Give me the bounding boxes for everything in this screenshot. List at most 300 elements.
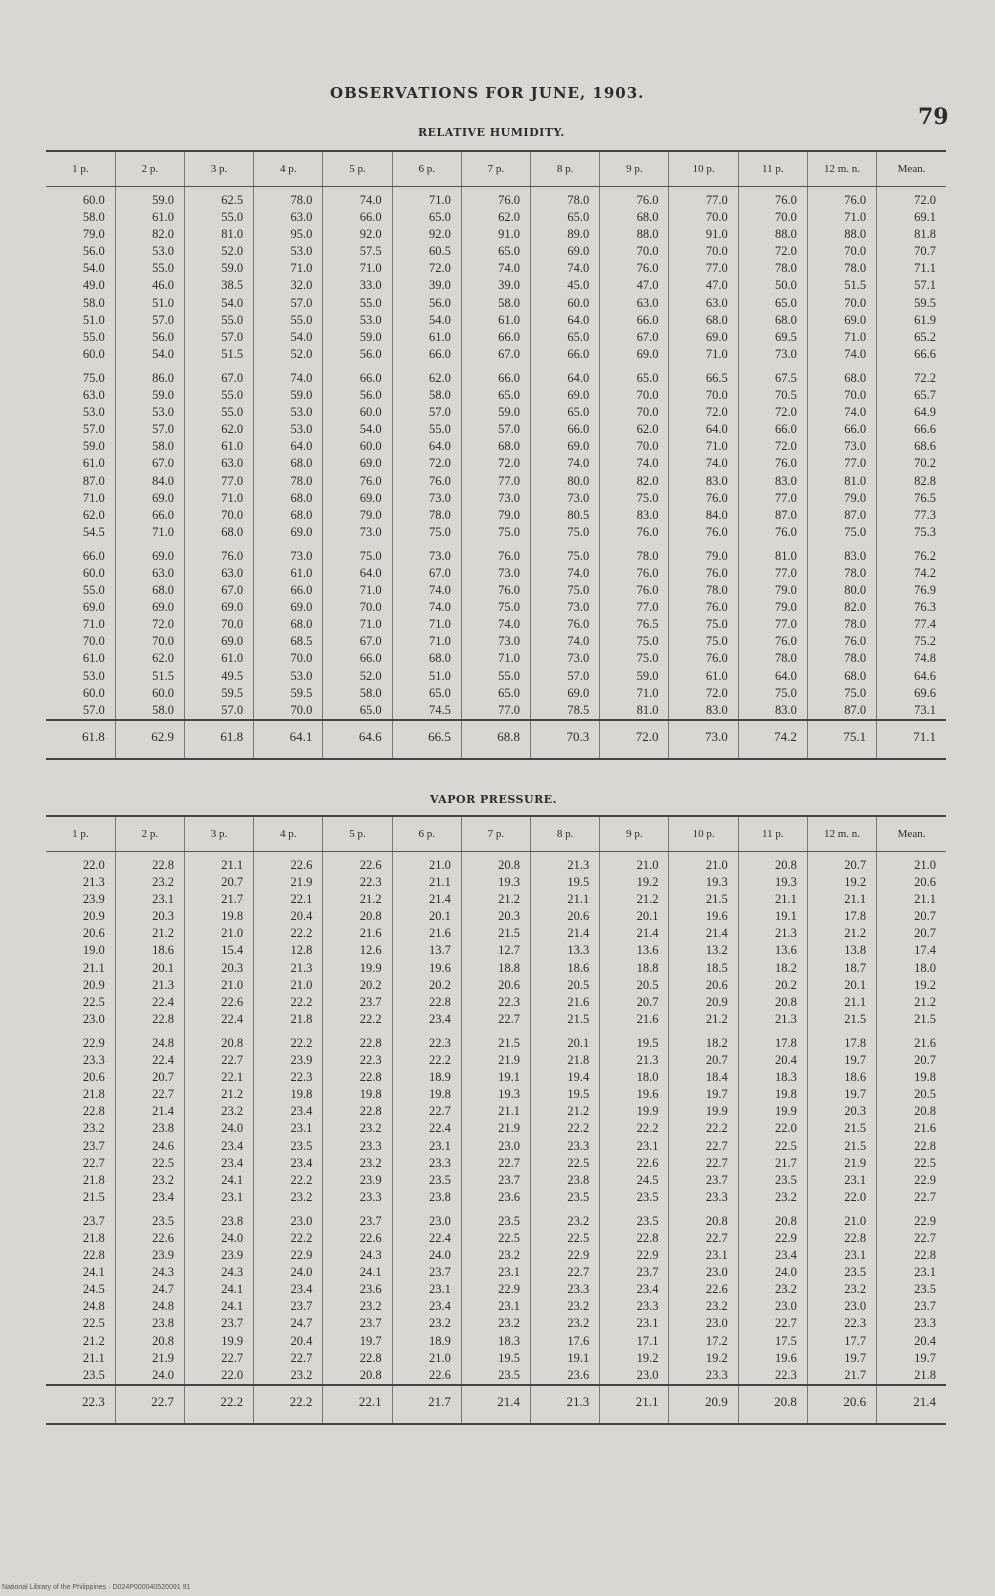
daily-value: 24.3 bbox=[221, 1265, 244, 1280]
daily-value: 69.0 bbox=[221, 600, 244, 615]
daily-value: 75.0 bbox=[498, 524, 521, 539]
group-separator bbox=[323, 1028, 381, 1035]
daily-value: 23.3 bbox=[567, 1282, 590, 1297]
mean-value: 22.3 bbox=[46, 1385, 115, 1424]
daily-value: 71.0 bbox=[498, 651, 521, 666]
daily-value: 68.0 bbox=[290, 490, 313, 505]
daily-value: 20.2 bbox=[359, 977, 382, 992]
daily-value: 23.1 bbox=[498, 1299, 521, 1314]
daily-value: 24.5 bbox=[82, 1282, 105, 1297]
daily-value: 23.7 bbox=[290, 1299, 313, 1314]
daily-value: 65.0 bbox=[498, 244, 521, 259]
daily-value: 69.0 bbox=[359, 490, 382, 505]
daily-value: 22.5 bbox=[567, 1155, 590, 1170]
daily-value: 69.1 bbox=[914, 210, 936, 225]
daily-value: 21.1 bbox=[221, 858, 244, 872]
daily-value: 22.0 bbox=[82, 858, 105, 872]
daily-value: 67.0 bbox=[359, 634, 382, 649]
daily-value: 55.0 bbox=[359, 295, 382, 310]
daily-value: 23.2 bbox=[705, 1299, 728, 1314]
daily-value: 71.0 bbox=[82, 617, 105, 632]
daily-value: 75.0 bbox=[498, 600, 521, 615]
mean-value: 22.1 bbox=[323, 1385, 392, 1424]
daily-value: 20.7 bbox=[844, 858, 867, 872]
daily-value: 23.7 bbox=[428, 1265, 451, 1280]
daily-value: 22.4 bbox=[428, 1230, 451, 1245]
daily-value: 24.8 bbox=[152, 1035, 174, 1050]
daily-value: 22.7 bbox=[221, 1350, 244, 1365]
daily-value: 19.8 bbox=[775, 1087, 797, 1102]
daily-value: 57.0 bbox=[221, 329, 244, 344]
daily-value: 20.3 bbox=[221, 960, 244, 975]
daily-value: 22.3 bbox=[844, 1316, 867, 1331]
group-separator bbox=[531, 363, 589, 370]
daily-value: 58.0 bbox=[428, 388, 451, 403]
daily-value: 73.1 bbox=[914, 702, 936, 717]
daily-value: 21.0 bbox=[844, 1213, 867, 1228]
daily-value: 18.9 bbox=[428, 1070, 451, 1085]
daily-value: 20.6 bbox=[705, 977, 728, 992]
daily-value: 23.5 bbox=[498, 1213, 521, 1228]
group-separator bbox=[669, 1028, 727, 1035]
daily-value: 22.1 bbox=[221, 1070, 244, 1085]
daily-value: 78.0 bbox=[775, 651, 797, 666]
daily-value: 64.0 bbox=[290, 439, 313, 454]
daily-value: 74.5 bbox=[428, 702, 451, 717]
daily-value: 91.0 bbox=[705, 227, 728, 242]
daily-value: 22.7 bbox=[775, 1316, 797, 1331]
daily-value: 78.0 bbox=[844, 565, 867, 580]
daily-value: 21.6 bbox=[428, 926, 451, 941]
data-column bbox=[600, 187, 669, 720]
daily-value: 66.0 bbox=[428, 346, 451, 361]
daily-value: 20.4 bbox=[290, 1333, 313, 1348]
page-title: OBSERVATIONS FOR JUNE, 1903. bbox=[330, 84, 645, 102]
daily-value: 20.4 bbox=[290, 909, 313, 924]
daily-value: 63.0 bbox=[221, 565, 244, 580]
daily-value: 17.4 bbox=[914, 943, 936, 958]
daily-value: 81.0 bbox=[221, 227, 244, 242]
daily-value: 21.4 bbox=[152, 1104, 174, 1119]
daily-value: 70.0 bbox=[152, 634, 174, 649]
daily-value: 20.8 bbox=[498, 858, 521, 872]
daily-value: 17.5 bbox=[775, 1333, 797, 1348]
daily-value: 21.5 bbox=[705, 892, 728, 907]
daily-value: 67.0 bbox=[498, 346, 521, 361]
daily-value: 49.5 bbox=[221, 668, 244, 683]
daily-value: 60.0 bbox=[359, 405, 382, 420]
daily-value: 70.0 bbox=[844, 295, 867, 310]
daily-value: 55.0 bbox=[290, 312, 313, 327]
group-separator bbox=[739, 541, 797, 548]
daily-value: 60.0 bbox=[82, 565, 105, 580]
daily-value: 89.0 bbox=[567, 227, 590, 242]
data-column bbox=[46, 852, 115, 1385]
daily-value: 19.2 bbox=[844, 875, 867, 890]
daily-value: 62.0 bbox=[152, 651, 174, 666]
page-number: 79 bbox=[918, 104, 949, 130]
daily-value: 23.2 bbox=[152, 875, 174, 890]
daily-value: 21.1 bbox=[775, 892, 797, 907]
daily-value: 23.5 bbox=[636, 1213, 659, 1228]
group-separator bbox=[808, 541, 866, 548]
footer-note: National Library of the Philippines · D024P000040520091 91 bbox=[2, 1584, 191, 1591]
daily-value: 23.5 bbox=[914, 1282, 936, 1297]
daily-value: 71.0 bbox=[705, 439, 728, 454]
daily-value: 60.0 bbox=[152, 685, 174, 700]
daily-value: 18.8 bbox=[636, 960, 659, 975]
daily-value: 22.2 bbox=[290, 994, 313, 1009]
daily-value: 55.0 bbox=[221, 388, 244, 403]
daily-value: 23.9 bbox=[290, 1053, 313, 1068]
daily-value: 19.9 bbox=[221, 1333, 244, 1348]
mean-value: 61.8 bbox=[46, 720, 115, 759]
group-separator bbox=[600, 541, 658, 548]
daily-value: 22.7 bbox=[428, 1104, 451, 1119]
daily-value: 76.0 bbox=[498, 583, 521, 598]
data-column bbox=[254, 187, 323, 720]
daily-value: 66.0 bbox=[567, 346, 590, 361]
daily-value: 68.0 bbox=[498, 439, 521, 454]
daily-value: 55.0 bbox=[221, 405, 244, 420]
daily-value: 19.1 bbox=[567, 1350, 590, 1365]
daily-value: 59.0 bbox=[359, 329, 382, 344]
daily-value: 75.0 bbox=[844, 685, 867, 700]
daily-value: 21.2 bbox=[82, 1333, 105, 1348]
daily-value: 23.3 bbox=[428, 1155, 451, 1170]
mean-value: 64.6 bbox=[323, 720, 392, 759]
daily-value: 24.7 bbox=[152, 1282, 174, 1297]
mean-value: 21.3 bbox=[531, 1385, 600, 1424]
daily-value: 74.0 bbox=[567, 456, 590, 471]
daily-value: 22.3 bbox=[359, 875, 382, 890]
daily-value: 84.0 bbox=[152, 473, 174, 488]
daily-value: 20.5 bbox=[567, 977, 590, 992]
daily-value: 18.6 bbox=[152, 943, 174, 958]
mean-value: 21.4 bbox=[461, 1385, 530, 1424]
daily-value: 80.5 bbox=[567, 507, 590, 522]
daily-value: 58.0 bbox=[82, 210, 105, 225]
daily-value: 69.0 bbox=[290, 600, 313, 615]
daily-value: 20.3 bbox=[498, 909, 521, 924]
daily-value: 22.3 bbox=[428, 1035, 451, 1050]
daily-value: 57.0 bbox=[290, 295, 313, 310]
daily-value: 58.0 bbox=[152, 439, 174, 454]
daily-value: 22.8 bbox=[359, 1035, 382, 1050]
daily-value: 83.0 bbox=[636, 507, 659, 522]
daily-value: 22.8 bbox=[428, 994, 451, 1009]
daily-value: 21.0 bbox=[428, 858, 451, 872]
daily-value: 21.8 bbox=[290, 1011, 313, 1026]
daily-value: 72.0 bbox=[428, 456, 451, 471]
daily-value: 84.0 bbox=[705, 507, 728, 522]
daily-value: 21.0 bbox=[428, 1350, 451, 1365]
daily-value: 73.0 bbox=[567, 490, 590, 505]
daily-value: 23.3 bbox=[359, 1138, 382, 1153]
daily-value: 22.2 bbox=[290, 1035, 313, 1050]
daily-value: 23.6 bbox=[359, 1282, 382, 1297]
daily-value: 22.8 bbox=[152, 1011, 174, 1026]
daily-value: 20.8 bbox=[359, 1367, 382, 1382]
daily-value: 22.7 bbox=[914, 1230, 936, 1245]
column-header: 11 p. bbox=[738, 816, 807, 852]
column-header: 5 p. bbox=[323, 816, 392, 852]
column-header: 6 p. bbox=[392, 151, 461, 187]
daily-value: 77.0 bbox=[498, 702, 521, 717]
daily-value: 69.0 bbox=[705, 329, 728, 344]
mean-value: 75.1 bbox=[807, 720, 876, 759]
daily-value: 22.2 bbox=[567, 1121, 590, 1136]
column-header: 2 p. bbox=[115, 816, 184, 852]
daily-value: 19.8 bbox=[359, 1087, 382, 1102]
daily-value: 65.0 bbox=[359, 702, 382, 717]
daily-value: 21.1 bbox=[82, 1350, 105, 1365]
daily-value: 88.0 bbox=[636, 227, 659, 242]
daily-value: 19.8 bbox=[428, 1087, 451, 1102]
daily-value: 20.6 bbox=[567, 909, 590, 924]
column-header: 4 p. bbox=[254, 816, 323, 852]
daily-value: 68.5 bbox=[290, 634, 313, 649]
daily-value: 23.7 bbox=[82, 1138, 105, 1153]
daily-value: 60.0 bbox=[82, 193, 105, 207]
daily-value: 71.0 bbox=[428, 634, 451, 649]
daily-value: 23.2 bbox=[498, 1248, 521, 1263]
daily-value: 23.6 bbox=[498, 1189, 521, 1204]
daily-value: 23.0 bbox=[290, 1213, 313, 1228]
daily-value: 18.7 bbox=[844, 960, 867, 975]
daily-value: 70.0 bbox=[636, 244, 659, 259]
daily-value: 81.0 bbox=[775, 548, 797, 563]
data-column bbox=[392, 187, 461, 720]
daily-value: 22.7 bbox=[152, 1087, 174, 1102]
daily-value: 73.0 bbox=[290, 548, 313, 563]
daily-value: 70.0 bbox=[636, 405, 659, 420]
daily-value: 23.2 bbox=[221, 1104, 244, 1119]
daily-value: 76.0 bbox=[775, 524, 797, 539]
daily-value: 60.5 bbox=[428, 244, 451, 259]
daily-value: 67.0 bbox=[221, 370, 244, 385]
daily-value: 19.2 bbox=[705, 1350, 728, 1365]
daily-value: 18.0 bbox=[636, 1070, 659, 1085]
daily-value: 21.9 bbox=[498, 1121, 521, 1136]
daily-value: 22.9 bbox=[82, 1035, 105, 1050]
daily-value: 51.5 bbox=[152, 668, 174, 683]
column-header: 1 p. bbox=[46, 151, 115, 187]
daily-value: 66.6 bbox=[914, 422, 936, 437]
daily-value: 22.9 bbox=[498, 1282, 521, 1297]
daily-value: 77.0 bbox=[775, 617, 797, 632]
data-row bbox=[46, 187, 946, 720]
daily-value: 78.0 bbox=[290, 193, 313, 207]
daily-value: 77.0 bbox=[705, 261, 728, 276]
daily-value: 55.0 bbox=[152, 261, 174, 276]
daily-value: 61.0 bbox=[152, 210, 174, 225]
daily-value: 23.2 bbox=[775, 1282, 797, 1297]
daily-value: 74.0 bbox=[844, 346, 867, 361]
header-row bbox=[46, 151, 946, 187]
daily-value: 23.2 bbox=[290, 1189, 313, 1204]
daily-value: 23.1 bbox=[152, 892, 174, 907]
daily-value: 17.7 bbox=[844, 1333, 867, 1348]
daily-value: 77.0 bbox=[498, 473, 521, 488]
daily-value: 19.3 bbox=[705, 875, 728, 890]
daily-value: 73.0 bbox=[775, 346, 797, 361]
daily-value: 87.0 bbox=[844, 507, 867, 522]
daily-value: 76.0 bbox=[636, 565, 659, 580]
daily-value: 68.0 bbox=[705, 312, 728, 327]
column-header: 12 m. n. bbox=[807, 151, 876, 187]
daily-value: 54.0 bbox=[428, 312, 451, 327]
group-separator bbox=[185, 541, 243, 548]
daily-value: 46.0 bbox=[152, 278, 174, 293]
group-separator bbox=[600, 1206, 658, 1213]
daily-value: 22.2 bbox=[636, 1121, 659, 1136]
daily-value: 80.0 bbox=[844, 583, 867, 598]
daily-value: 20.6 bbox=[914, 875, 936, 890]
column-header: 3 p. bbox=[184, 151, 253, 187]
daily-value: 23.8 bbox=[567, 1172, 590, 1187]
data-column bbox=[531, 187, 600, 720]
daily-value: 22.0 bbox=[221, 1367, 244, 1382]
daily-value: 39.0 bbox=[428, 278, 451, 293]
daily-value: 21.0 bbox=[221, 926, 244, 941]
daily-value: 22.6 bbox=[636, 1155, 659, 1170]
daily-value: 21.7 bbox=[775, 1155, 797, 1170]
daily-value: 19.7 bbox=[844, 1053, 867, 1068]
daily-value: 23.1 bbox=[636, 1138, 659, 1153]
daily-value: 23.1 bbox=[290, 1121, 313, 1136]
group-separator bbox=[877, 1028, 936, 1035]
group-separator bbox=[808, 1028, 866, 1035]
daily-value: 75.0 bbox=[567, 583, 590, 598]
column-header: 7 p. bbox=[461, 816, 530, 852]
relative-humidity-table bbox=[46, 150, 946, 760]
group-separator bbox=[323, 541, 381, 548]
daily-value: 21.3 bbox=[636, 1053, 659, 1068]
daily-value: 57.0 bbox=[82, 422, 105, 437]
daily-value: 23.8 bbox=[152, 1121, 174, 1136]
daily-value: 22.7 bbox=[705, 1155, 728, 1170]
daily-value: 22.5 bbox=[152, 1155, 174, 1170]
daily-value: 17.8 bbox=[844, 1035, 867, 1050]
data-column bbox=[323, 852, 392, 1385]
daily-value: 23.5 bbox=[775, 1172, 797, 1187]
daily-value: 21.5 bbox=[844, 1138, 867, 1153]
mean-value: 20.8 bbox=[738, 1385, 807, 1424]
daily-value: 21.9 bbox=[844, 1155, 867, 1170]
daily-value: 21.2 bbox=[498, 892, 521, 907]
daily-value: 61.0 bbox=[290, 565, 313, 580]
daily-value: 23.7 bbox=[359, 1316, 382, 1331]
daily-value: 66.0 bbox=[82, 548, 105, 563]
daily-value: 74.0 bbox=[567, 634, 590, 649]
daily-value: 54.0 bbox=[221, 295, 244, 310]
daily-value: 19.0 bbox=[82, 943, 105, 958]
daily-value: 22.5 bbox=[82, 994, 105, 1009]
daily-value: 23.2 bbox=[844, 1282, 867, 1297]
daily-value: 22.3 bbox=[359, 1053, 382, 1068]
daily-value: 23.4 bbox=[290, 1282, 313, 1297]
daily-value: 23.7 bbox=[82, 1213, 105, 1228]
daily-value: 64.0 bbox=[567, 370, 590, 385]
daily-value: 24.3 bbox=[359, 1248, 382, 1263]
daily-value: 76.0 bbox=[844, 634, 867, 649]
daily-value: 70.0 bbox=[705, 244, 728, 259]
daily-value: 23.1 bbox=[705, 1248, 728, 1263]
data-column bbox=[669, 852, 738, 1385]
daily-value: 72.0 bbox=[705, 405, 728, 420]
daily-value: 21.0 bbox=[705, 858, 728, 872]
group-separator bbox=[254, 1028, 312, 1035]
daily-value: 23.4 bbox=[775, 1248, 797, 1263]
daily-value: 22.8 bbox=[152, 858, 174, 872]
daily-value: 21.4 bbox=[705, 926, 728, 941]
daily-value: 66.0 bbox=[498, 329, 521, 344]
daily-value: 18.2 bbox=[775, 960, 797, 975]
daily-value: 21.9 bbox=[152, 1350, 174, 1365]
daily-value: 77.4 bbox=[914, 617, 936, 632]
daily-value: 73.0 bbox=[844, 439, 867, 454]
daily-value: 83.0 bbox=[775, 702, 797, 717]
daily-value: 83.0 bbox=[705, 702, 728, 717]
daily-value: 13.7 bbox=[428, 943, 451, 958]
daily-value: 23.1 bbox=[636, 1316, 659, 1331]
daily-value: 70.0 bbox=[82, 634, 105, 649]
daily-value: 70.5 bbox=[775, 388, 797, 403]
mean-value: 70.3 bbox=[531, 720, 600, 759]
daily-value: 65.0 bbox=[428, 685, 451, 700]
daily-value: 22.4 bbox=[152, 994, 174, 1009]
daily-value: 22.8 bbox=[636, 1230, 659, 1245]
data-column bbox=[46, 187, 115, 720]
daily-value: 21.6 bbox=[914, 1121, 936, 1136]
daily-value: 21.1 bbox=[844, 892, 867, 907]
column-header: 10 p. bbox=[669, 816, 738, 852]
column-header: 3 p. bbox=[184, 816, 253, 852]
daily-value: 21.1 bbox=[498, 1104, 521, 1119]
daily-value: 21.8 bbox=[82, 1087, 105, 1102]
daily-value: 21.2 bbox=[221, 1087, 244, 1102]
daily-value: 21.6 bbox=[567, 994, 590, 1009]
daily-value: 67.0 bbox=[152, 456, 174, 471]
daily-value: 23.4 bbox=[428, 1011, 451, 1026]
daily-value: 23.7 bbox=[221, 1316, 244, 1331]
daily-value: 22.8 bbox=[359, 1350, 382, 1365]
column-header: 5 p. bbox=[323, 151, 392, 187]
daily-value: 20.8 bbox=[775, 858, 797, 872]
daily-value: 22.8 bbox=[82, 1248, 105, 1263]
daily-value: 54.0 bbox=[359, 422, 382, 437]
data-column bbox=[738, 852, 807, 1385]
daily-value: 19.5 bbox=[567, 1087, 590, 1102]
daily-value: 66.0 bbox=[775, 422, 797, 437]
daily-value: 64.6 bbox=[914, 668, 936, 683]
daily-value: 79.0 bbox=[498, 507, 521, 522]
group-separator bbox=[462, 1206, 520, 1213]
daily-value: 77.0 bbox=[636, 600, 659, 615]
daily-value: 64.0 bbox=[428, 439, 451, 454]
daily-value: 60.0 bbox=[567, 295, 590, 310]
data-column bbox=[531, 852, 600, 1385]
daily-value: 23.0 bbox=[705, 1316, 728, 1331]
daily-value: 20.1 bbox=[567, 1035, 590, 1050]
daily-value: 21.3 bbox=[82, 875, 105, 890]
daily-value: 24.8 bbox=[152, 1299, 174, 1314]
daily-value: 22.2 bbox=[359, 1011, 382, 1026]
daily-value: 65.0 bbox=[636, 370, 659, 385]
daily-value: 68.0 bbox=[775, 312, 797, 327]
daily-value: 87.0 bbox=[82, 473, 105, 488]
